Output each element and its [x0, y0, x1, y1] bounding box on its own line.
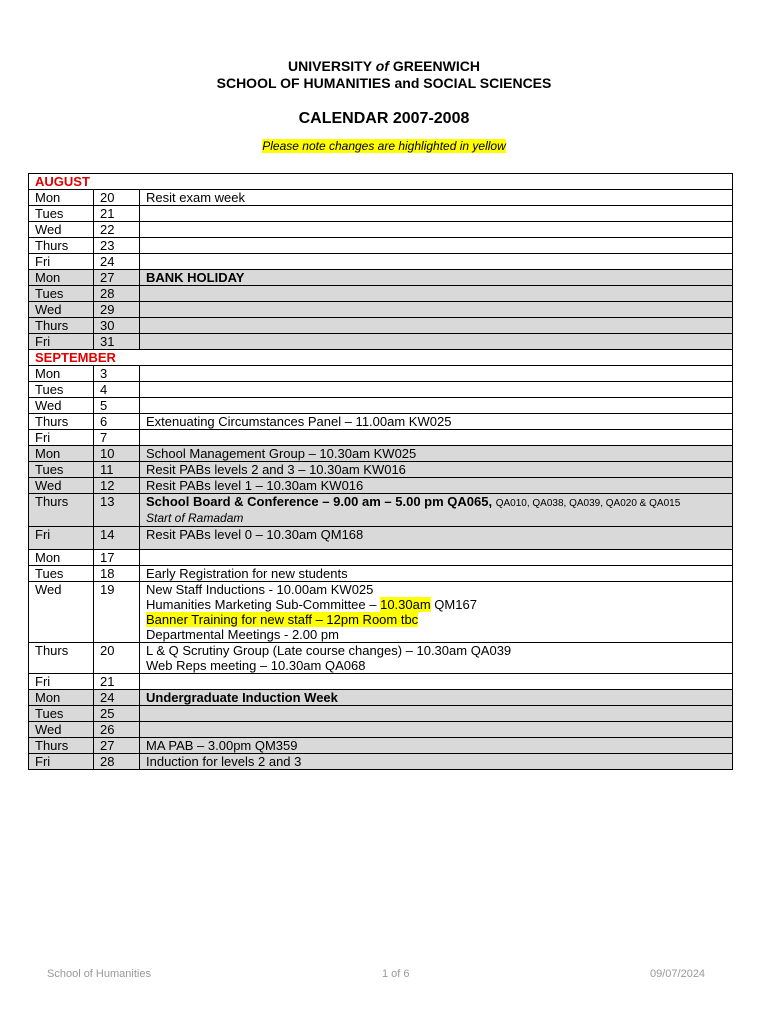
table-row: [29, 398, 733, 414]
day-cell: Fri: [29, 254, 94, 270]
day-cell: Thurs: [29, 238, 94, 254]
table-row: [29, 382, 733, 398]
event-cell: Extenuating Circumstances Panel – 11.00am KW025: [140, 414, 733, 430]
event-cell: [140, 238, 733, 254]
day-cell: Tues: [29, 566, 94, 582]
day-cell: Thurs: [29, 738, 94, 754]
date-cell: 26: [94, 722, 140, 738]
day-cell: Wed: [29, 582, 94, 643]
date-cell: 19: [94, 582, 140, 643]
event-cell: [140, 286, 733, 302]
day-cell: Wed: [29, 222, 94, 238]
document-header: [0, 58, 768, 154]
event-subnote: Start of Ramadam: [146, 511, 244, 525]
day-cell: Tues: [29, 206, 94, 222]
table-row: [29, 674, 733, 690]
day-cell: Wed: [29, 478, 94, 494]
date-cell: 4: [94, 382, 140, 398]
date-cell: 18: [94, 566, 140, 582]
date-cell: 5: [94, 398, 140, 414]
event-cell: [140, 722, 733, 738]
event-cell: [140, 398, 733, 414]
table-row: [29, 414, 733, 430]
date-cell: 13: [94, 494, 140, 527]
event-cell: [140, 674, 733, 690]
day-cell: Fri: [29, 430, 94, 446]
day-cell: Wed: [29, 398, 94, 414]
day-cell: Mon: [29, 190, 94, 206]
event-cell: [140, 222, 733, 238]
footer-school: School of Humanities: [47, 968, 151, 980]
event-cell: [140, 382, 733, 398]
highlighted-change: 10.30am: [380, 597, 431, 612]
date-cell: 14: [94, 527, 140, 550]
table-row: [29, 690, 733, 706]
event-line: New Staff Inductions - 10.00am KW025: [146, 582, 374, 597]
event-cell: [140, 302, 733, 318]
date-cell: 17: [94, 550, 140, 566]
day-cell: Thurs: [29, 318, 94, 334]
event-cell: Undergraduate Induction Week: [140, 690, 733, 706]
date-cell: 28: [94, 754, 140, 770]
day-cell: Tues: [29, 286, 94, 302]
table-row: [29, 366, 733, 382]
event-cell: [140, 550, 733, 566]
day-cell: Fri: [29, 334, 94, 350]
date-cell: 27: [94, 270, 140, 286]
event-cell: [140, 494, 733, 527]
day-cell: Tues: [29, 706, 94, 722]
event-cell: [140, 318, 733, 334]
event-rooms: QA010, QA038, QA039, QA020 & QA015: [495, 498, 681, 509]
table-row: [29, 494, 733, 527]
date-cell: 31: [94, 334, 140, 350]
day-cell: Wed: [29, 722, 94, 738]
school-name: SCHOOL OF HUMANITIES and SOCIAL SCIENCES: [216, 75, 552, 91]
day-cell: Tues: [29, 382, 94, 398]
event-cell: Induction for levels 2 and 3: [140, 754, 733, 770]
event-cell: [140, 206, 733, 222]
date-cell: 22: [94, 222, 140, 238]
date-cell: 10: [94, 446, 140, 462]
table-row: [29, 446, 733, 462]
event-cell: Resit PABs level 0 – 10.30am QM168: [140, 527, 733, 550]
highlighted-change: Banner Training for new staff – 12pm Room tbc: [146, 612, 419, 627]
table-row: [29, 270, 733, 286]
table-row: [29, 754, 733, 770]
change-note: Please note changes are highlighted in yellow: [262, 139, 506, 153]
table-row: [29, 706, 733, 722]
event-line: Humanities Marketing Sub-Committee – 10.30am QM167: [146, 597, 477, 612]
day-cell: Mon: [29, 690, 94, 706]
day-cell: Mon: [29, 550, 94, 566]
event-cell: Resit PABs levels 2 and 3 – 10.30am KW016: [140, 462, 733, 478]
university-name: UNIVERSITY of GREENWICH: [288, 58, 480, 74]
table-row: [29, 643, 733, 674]
event-cell: Resit PABs level 1 – 10.30am KW016: [140, 478, 733, 494]
event-cell: [140, 254, 733, 270]
table-row: [29, 566, 733, 582]
event-cell: MA PAB – 3.00pm QM359: [140, 738, 733, 754]
page-number: 1 of 6: [382, 968, 410, 980]
day-cell: Mon: [29, 446, 94, 462]
table-row: [29, 722, 733, 738]
date-cell: 7: [94, 430, 140, 446]
event-cell: [140, 643, 733, 674]
day-cell: Thurs: [29, 414, 94, 430]
month-heading: SEPTEMBER: [29, 350, 733, 366]
month-heading-row: [29, 350, 733, 366]
calendar-table: [28, 173, 733, 770]
table-row: [29, 430, 733, 446]
day-cell: Fri: [29, 674, 94, 690]
day-cell: Mon: [29, 270, 94, 286]
date-cell: 21: [94, 206, 140, 222]
event-cell: Resit exam week: [140, 190, 733, 206]
table-row: [29, 190, 733, 206]
table-row: [29, 527, 733, 550]
date-cell: 24: [94, 254, 140, 270]
event-line: Web Reps meeting – 10.30am QA068: [146, 658, 366, 673]
day-cell: Wed: [29, 302, 94, 318]
date-cell: 27: [94, 738, 140, 754]
table-row: [29, 738, 733, 754]
date-cell: 23: [94, 238, 140, 254]
date-cell: 28: [94, 286, 140, 302]
date-cell: 21: [94, 674, 140, 690]
footer-date: 09/07/2024: [650, 968, 706, 980]
date-cell: 24: [94, 690, 140, 706]
month-heading: AUGUST: [29, 174, 733, 190]
table-row: [29, 302, 733, 318]
event-text: School Board & Conference – 9.00 am – 5.00 pm QA065,: [146, 494, 493, 509]
calendar-title: CALENDAR 2007-2008: [298, 110, 470, 127]
event-cell: [140, 334, 733, 350]
date-cell: 20: [94, 643, 140, 674]
event-cell: School Management Group – 10.30am KW025: [140, 446, 733, 462]
date-cell: 11: [94, 462, 140, 478]
table-row: [29, 238, 733, 254]
date-cell: 3: [94, 366, 140, 382]
table-row: [29, 582, 733, 643]
event-line: Departmental Meetings - 2.00 pm: [146, 627, 339, 642]
date-cell: 30: [94, 318, 140, 334]
day-cell: Thurs: [29, 643, 94, 674]
table-row: [29, 478, 733, 494]
table-row: [29, 222, 733, 238]
day-cell: Tues: [29, 462, 94, 478]
event-cell: [140, 582, 733, 643]
day-cell: Thurs: [29, 494, 94, 527]
event-line: [146, 612, 726, 627]
date-cell: 6: [94, 414, 140, 430]
date-cell: 29: [94, 302, 140, 318]
day-cell: Mon: [29, 366, 94, 382]
day-cell: Fri: [29, 754, 94, 770]
date-cell: 25: [94, 706, 140, 722]
table-row: [29, 254, 733, 270]
table-row: [29, 334, 733, 350]
event-cell: [140, 366, 733, 382]
date-cell: 12: [94, 478, 140, 494]
event-cell: Early Registration for new students: [140, 566, 733, 582]
month-heading-row: [29, 174, 733, 190]
date-cell: 20: [94, 190, 140, 206]
day-cell: Fri: [29, 527, 94, 550]
table-row: [29, 462, 733, 478]
event-cell: BANK HOLIDAY: [140, 270, 733, 286]
event-cell: [140, 430, 733, 446]
table-row: [29, 318, 733, 334]
table-row: [29, 206, 733, 222]
event-line: L & Q Scrutiny Group (Late course changes) – 10.30am QA039: [146, 643, 512, 658]
table-row: [29, 550, 733, 566]
event-cell: [140, 706, 733, 722]
table-row: [29, 286, 733, 302]
